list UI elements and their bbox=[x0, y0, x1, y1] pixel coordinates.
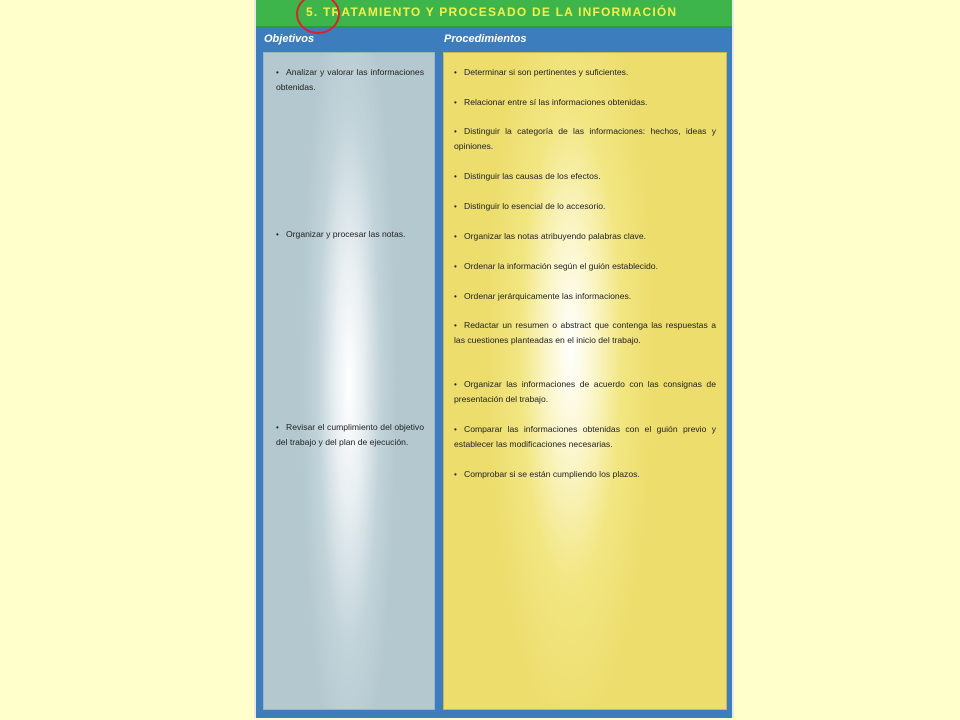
list-item: • Ordenar la información según el guión establecido. bbox=[454, 259, 716, 274]
list-item: • Comprobar si se están cumpliendo los plazos. bbox=[454, 467, 716, 482]
list-item: • Relacionar entre sí las informaciones obtenidas. bbox=[454, 95, 716, 110]
objetivos-header: Objetivos bbox=[264, 33, 315, 45]
list-item: • Distinguir la categoría de las informaciones: hechos, ideas y opiniones. bbox=[454, 126, 716, 151]
bullet-icon: • bbox=[454, 425, 457, 434]
bullet-icon: • bbox=[454, 321, 457, 330]
list-item: • Organizar y procesar las notas. bbox=[276, 227, 424, 242]
bullet-icon: • bbox=[276, 68, 279, 77]
title-bar bbox=[256, 0, 732, 28]
objetivos-column bbox=[263, 52, 435, 710]
bullet-icon: • bbox=[454, 172, 457, 181]
bullet-icon: • bbox=[454, 202, 457, 211]
bullet-icon: • bbox=[454, 292, 457, 301]
list-item: • Distinguir lo esencial de lo accesorio. bbox=[454, 199, 716, 214]
list-item: • Determinar si son pertinentes y suficientes. bbox=[454, 65, 716, 80]
list-item: • Comparar las informaciones obtenidas con el guión previo y establecer las modificaciones necesarias. bbox=[454, 424, 716, 449]
list-item: • Organizar las notas atribuyendo palabras clave. bbox=[454, 229, 716, 244]
bullet-icon: • bbox=[454, 380, 457, 389]
bullet-icon: • bbox=[454, 98, 457, 107]
document-page bbox=[254, 0, 734, 718]
list-item: • Organizar las informaciones de acuerdo con las consignas de presentación del trabajo. bbox=[454, 379, 716, 404]
list-item: • Revisar el cumplimiento del objetivo del trabajo y del plan de ejecución. bbox=[276, 422, 424, 447]
bullet-icon: • bbox=[454, 68, 457, 77]
bullet-icon: • bbox=[454, 262, 457, 271]
bullet-icon: • bbox=[454, 127, 457, 136]
bullet-icon: • bbox=[276, 423, 279, 432]
bullet-icon: • bbox=[454, 470, 457, 479]
bullet-icon: • bbox=[276, 230, 279, 239]
red-circle-annotation bbox=[296, 0, 340, 34]
list-item: • Analizar y valorar las informaciones obtenidas. bbox=[276, 67, 424, 92]
procedimientos-column bbox=[443, 52, 727, 710]
bullet-icon: • bbox=[454, 232, 457, 241]
page-title: 5. TRATAMIENTO Y PROCESADO DE LA INFORMACIÓN bbox=[306, 5, 678, 19]
list-item: • Ordenar jerárquicamente las informaciones. bbox=[454, 289, 716, 304]
list-item: • Distinguir las causas de los efectos. bbox=[454, 169, 716, 184]
list-item: • Redactar un resumen o abstract que contenga las respuestas a las cuestiones planteadas en el inicio del trabajo. bbox=[454, 320, 716, 345]
procedimientos-header: Procedimientos bbox=[444, 33, 527, 45]
